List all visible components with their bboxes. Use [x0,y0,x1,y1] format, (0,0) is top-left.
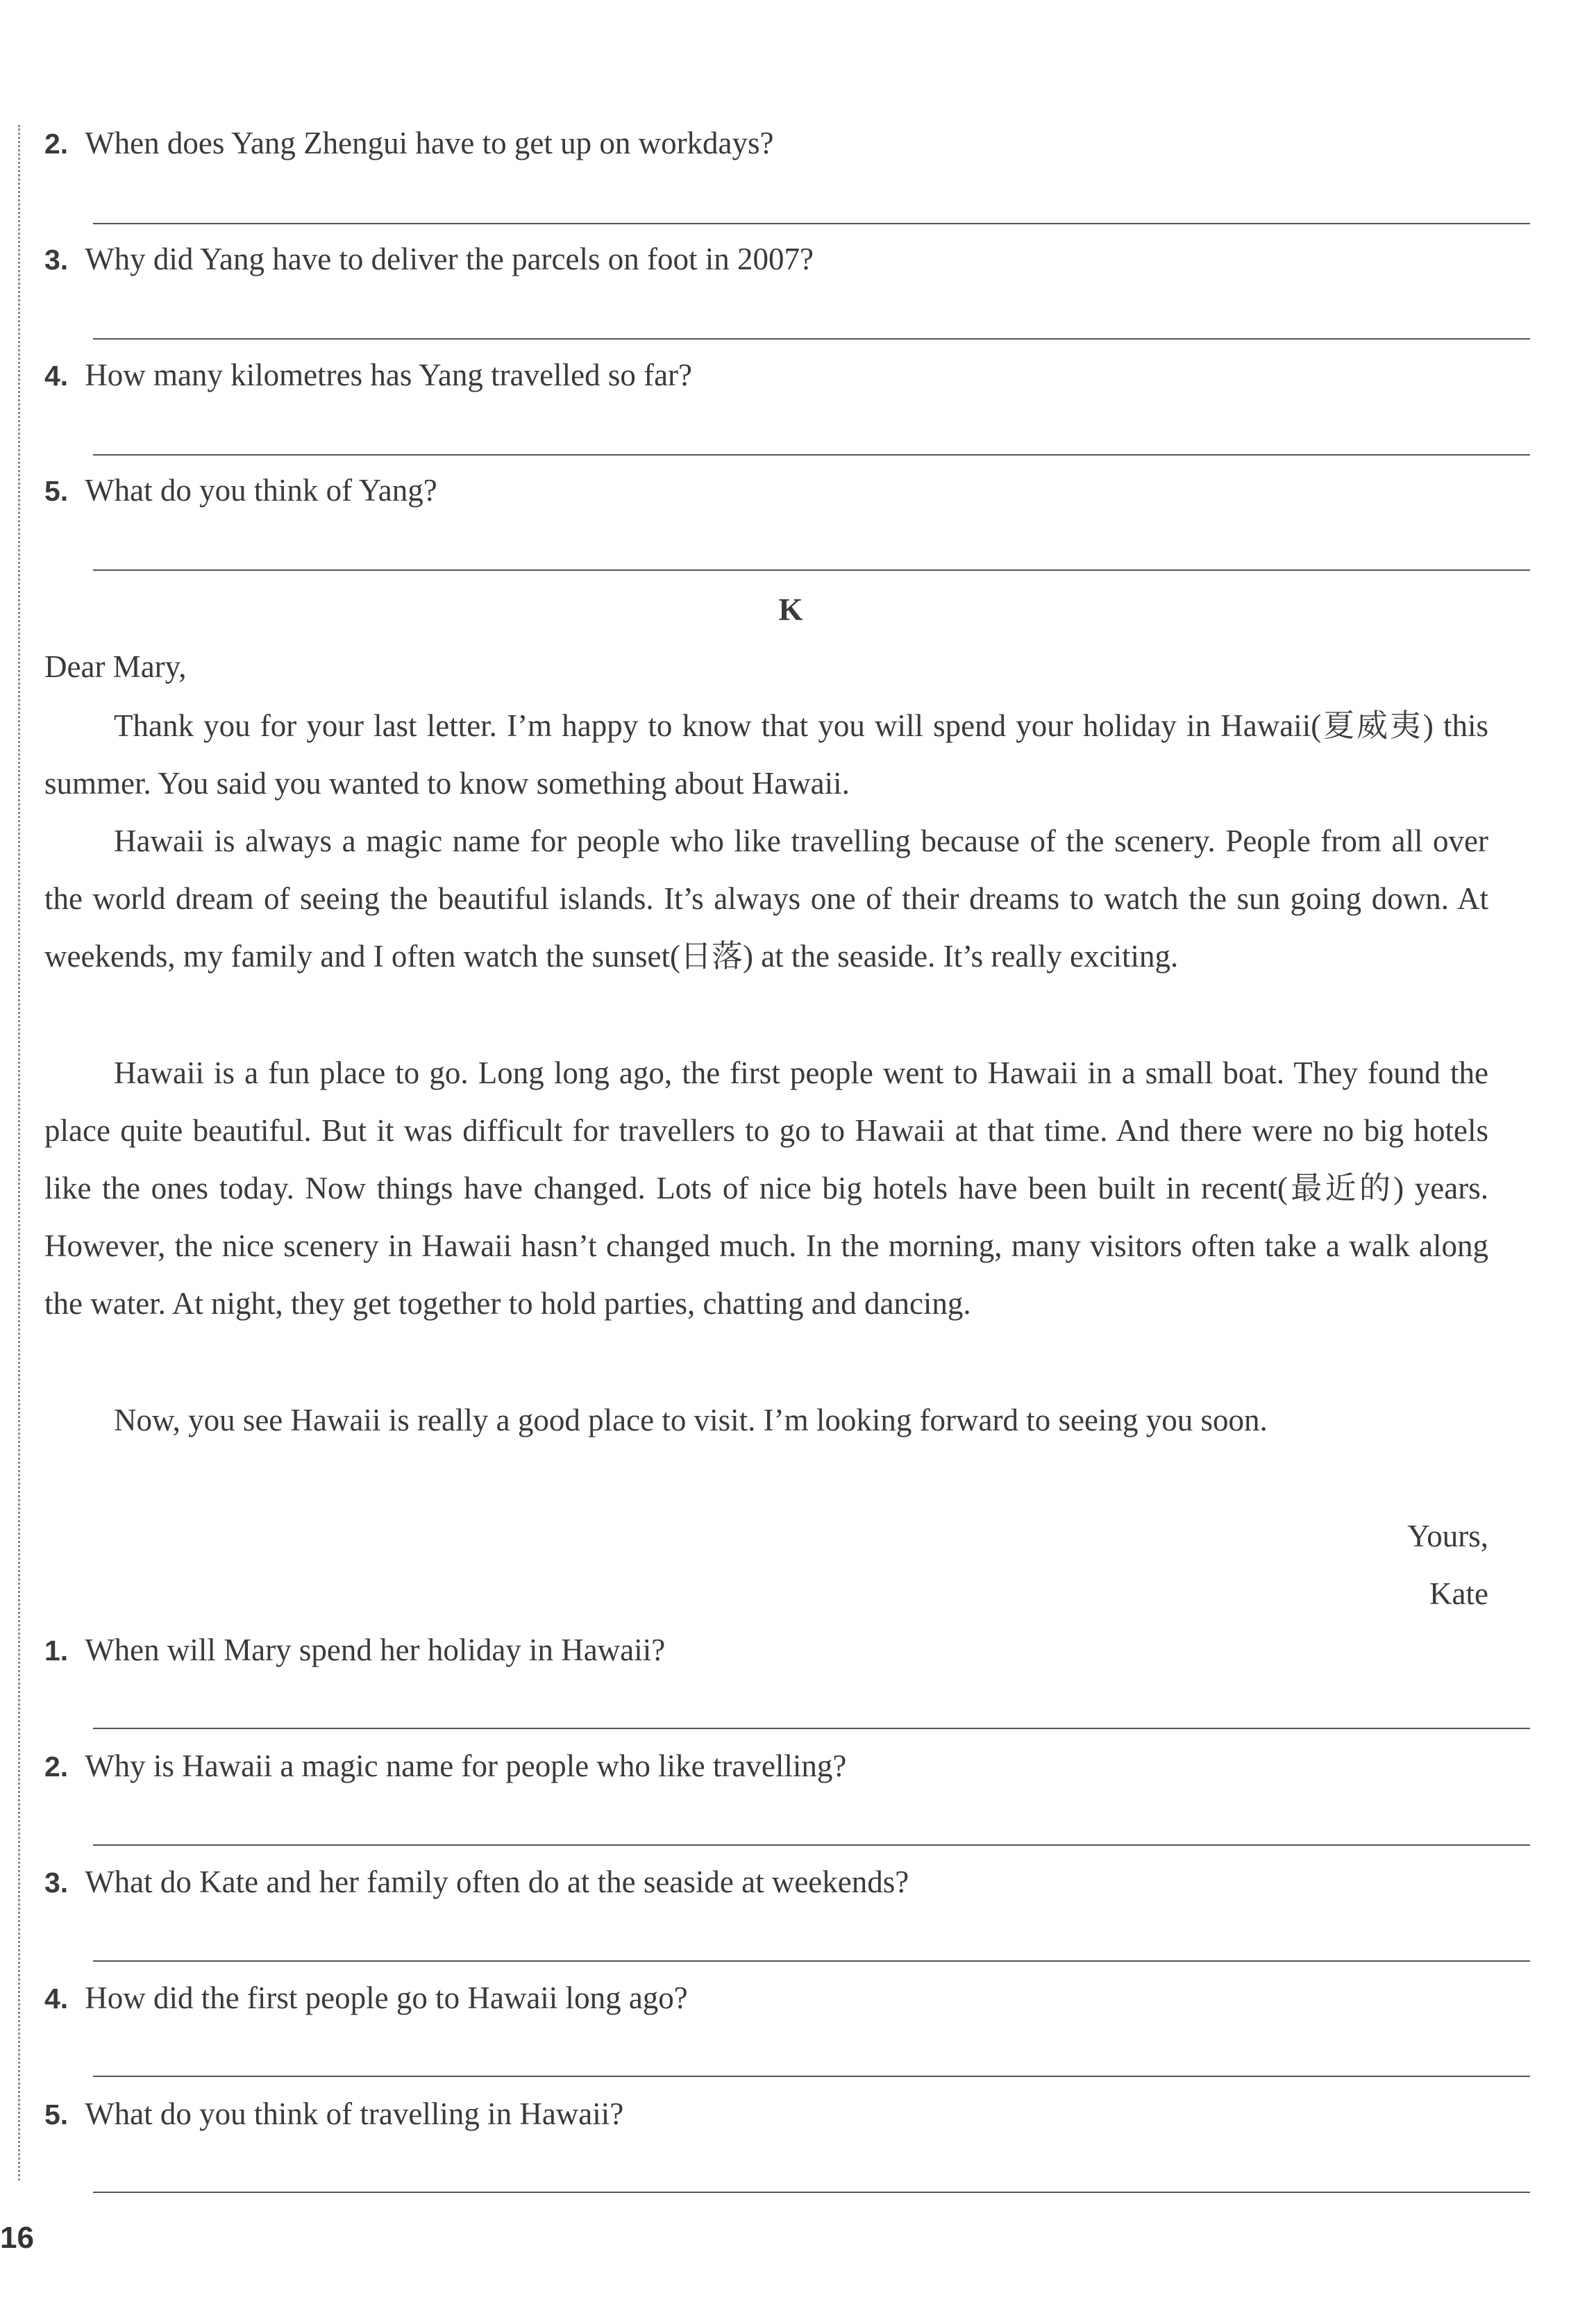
letter-salutation: Dear Mary, [44,649,187,684]
question-item: 4. How did the first people go to Hawaii long ago? [44,1980,688,2015]
question-item: 3. What do Kate and her family often do at the seaside at weekends? [44,1865,909,1899]
question-item: 3. Why did Yang have to deliver the parcels on foot in 2007? [44,242,814,276]
question-text: How many kilometres has Yang travelled so far? [85,358,693,392]
answer-line[interactable] [93,454,1530,456]
question-text: What do Kate and her family often do at the seaside at weekends? [85,1865,909,1899]
question-text: When will Mary spend her holiday in Hawaii? [85,1633,666,1667]
page-number: 16 [0,2221,34,2255]
answer-line[interactable] [93,1728,1530,1729]
answer-line[interactable] [93,2192,1530,2193]
letter-paragraph: Now, you see Hawaii is really a good place to visit. I’m looking forward to seeing you soon. [114,1403,1268,1437]
answer-line[interactable] [93,2076,1530,2077]
question-item: 4. How many kilometres has Yang travelled so far? [44,358,693,392]
question-text: What do you think of Yang? [85,473,437,508]
question-item: 2. Why is Hawaii a magic name for people who like travelling? [44,1749,847,1783]
question-text: How did the first people go to Hawaii long ago? [85,1980,688,2015]
question-item: 5. What do you think of Yang? [44,473,437,508]
letter-signature: Kate [1429,1576,1488,1611]
letter-paragraph: Thank you for your last letter. I’m happy to know that you will spend your holiday in Hawaii(夏威夷) this summer. You said you wanted to know something about Hawaii. [44,708,1488,801]
answer-line[interactable] [93,223,1530,224]
question-item: 5. What do you think of travelling in Hawaii? [44,2096,624,2131]
question-text: When does Yang Zhengui have to get up on workdays? [85,126,774,160]
letter-closing: Yours, [1407,1519,1488,1553]
question-item: 1. When will Mary spend her holiday in Hawaii? [44,1633,666,1667]
question-text: What do you think of travelling in Hawaii? [85,2096,624,2131]
letter-paragraph: Hawaii is always a magic name for people who like travelling because of the scenery. People from all over the world dream of seeing the beautiful islands. It’s always one of their dreams to watch the sun going down. At weekends, my family and I often watch the sunset(日落) at the seaside. It’s really exciting. [44,824,1488,974]
answer-line[interactable] [93,1844,1530,1846]
letter-paragraph: Hawaii is a fun place to go. Long long ago, the first people went to Hawaii in a small boat. They found the place quite beautiful. But it was difficult for travellers to go to Hawaii at that time. And there were no big hotels like the ones today. Now things have changed. Lots of nice big hotels have been built in recent(最近的) years. However, the nice scenery in Hawaii hasn’t changed much. In the morning, many visitors often take a walk along the water. At night, they get together to hold parties, chatting and dancing. [44,1056,1488,1321]
question-text: Why is Hawaii a magic name for people who like travelling? [85,1749,847,1783]
question-item: 2. When does Yang Zhengui have to get up on workdays? [44,126,774,160]
answer-line[interactable] [93,1960,1530,1962]
binding-margin-line [18,125,20,2180]
question-text: Why did Yang have to deliver the parcels on foot in 2007? [85,242,814,276]
section-heading: K [778,592,803,627]
answer-line[interactable] [93,569,1530,571]
answer-line[interactable] [93,338,1530,340]
